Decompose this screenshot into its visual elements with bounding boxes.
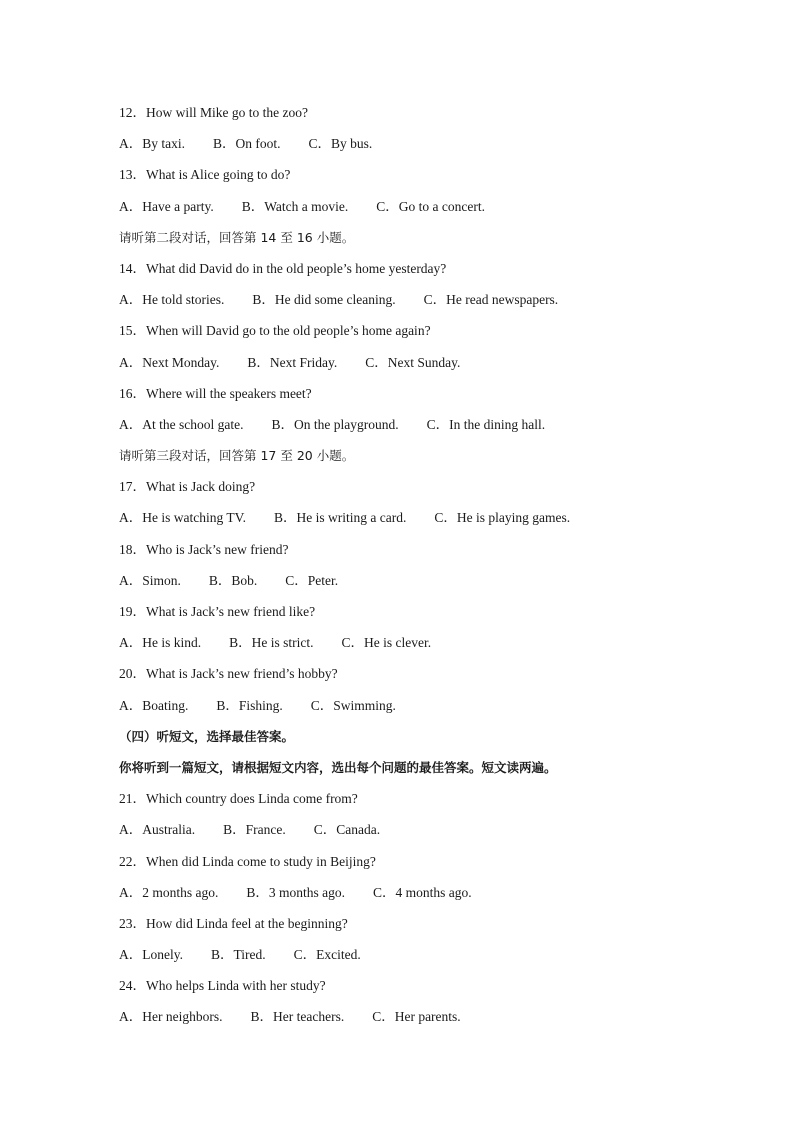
option-a: A．Her neighbors. [119, 1009, 223, 1025]
option-c: C．He is playing games. [434, 510, 571, 526]
option-a: A．Have a party. [119, 198, 214, 214]
question-12: 12．How will Mike go to the zoo? [119, 105, 308, 120]
question-16: 16．Where will the speakers meet? [119, 385, 312, 401]
option-b: B．France. [223, 822, 286, 838]
question-14: 14．What did David do in the old people’s home yesterday? [119, 260, 447, 276]
question-15: 15．When will David go to the old people’s home again? [119, 323, 431, 339]
question-19: 19．What is Jack’s new friend like? [119, 604, 316, 619]
question-17: 17．What is Jack doing? [119, 479, 256, 495]
option-b: B．On the playground. [271, 416, 399, 432]
options-13 [119, 195, 739, 226]
option-a: A．He told stories. [119, 292, 225, 308]
option-b: B．He did some cleaning. [252, 292, 396, 308]
options-12 [119, 132, 739, 163]
option-c: C．In the dining hall. [426, 416, 546, 432]
option-b: B．He is strict. [229, 635, 314, 651]
options-18 [119, 569, 739, 600]
instruction-dialogue-2: 请听第二段对话，回答第 14 至 16 小题。 [119, 229, 355, 245]
option-c: C．Swimming. [310, 697, 396, 713]
option-a: A．Boating. [119, 697, 189, 713]
section-4-title: （四）听短文，选择最佳答案。 [119, 728, 295, 744]
options-21 [119, 818, 739, 849]
option-c: C．He read newspapers. [423, 292, 559, 308]
question-24: 24．Who helps Linda with her study? [119, 978, 326, 994]
option-c: C．4 months ago. [373, 884, 472, 900]
option-b: B．Fishing. [216, 697, 283, 713]
option-a: A．2 months ago. [119, 884, 219, 900]
option-a: A．Simon. [119, 572, 181, 588]
option-c: C．Canada. [313, 822, 381, 838]
question-21: 21．Which country does Linda come from? [119, 791, 358, 807]
exam-page [119, 101, 739, 1037]
options-16 [119, 413, 739, 444]
options-20 [119, 694, 739, 725]
option-a: A．He is kind. [119, 635, 202, 651]
option-b: B．He is writing a card. [274, 510, 407, 526]
options-24 [119, 1005, 739, 1036]
options-14 [119, 288, 739, 319]
options-19 [119, 631, 739, 662]
option-a: A．Lonely. [119, 947, 183, 963]
options-17 [119, 506, 739, 537]
option-b: B．Her teachers. [250, 1009, 345, 1025]
question-20: 20．What is Jack’s new friend’s hobby? [119, 666, 338, 682]
option-a: A．Australia. [119, 822, 196, 838]
option-c: C．By bus. [308, 136, 373, 152]
option-c: C．Her parents. [372, 1009, 461, 1025]
option-c: C．He is clever. [341, 635, 432, 651]
question-23: 23．How did Linda feel at the beginning? [119, 915, 348, 931]
options-23 [119, 943, 739, 974]
question-22: 22．When did Linda come to study in Beijing? [119, 853, 376, 869]
option-c: C．Excited. [293, 947, 361, 963]
instruction-dialogue-3: 请听第三段对话，回答第 17 至 20 小题。 [119, 448, 355, 464]
option-a: A．At the school gate. [119, 416, 244, 432]
option-a: A．Next Monday. [119, 354, 220, 370]
option-c: C．Next Sunday. [365, 354, 461, 370]
question-18: 18．Who is Jack’s new friend? [119, 541, 289, 557]
option-b: B．Next Friday. [247, 354, 338, 370]
option-b: B．Tired. [211, 947, 266, 963]
option-b: B．On foot. [213, 136, 281, 152]
option-b: B．Watch a movie. [241, 198, 349, 214]
question-13: 13．What is Alice going to do? [119, 167, 291, 183]
option-c: C．Peter. [285, 572, 339, 588]
option-b: B．Bob. [208, 572, 258, 588]
option-b: B．3 months ago. [246, 884, 346, 900]
section-4-instruction: 你将听到一篇短文，请根据短文内容，选出每个问题的最佳答案。短文读两遍。 [119, 759, 557, 775]
options-22 [119, 881, 739, 912]
option-c: C．Go to a concert. [376, 198, 485, 214]
option-a: A．He is watching TV. [119, 510, 246, 526]
option-a: A．By taxi. [119, 136, 185, 152]
options-15 [119, 351, 739, 382]
